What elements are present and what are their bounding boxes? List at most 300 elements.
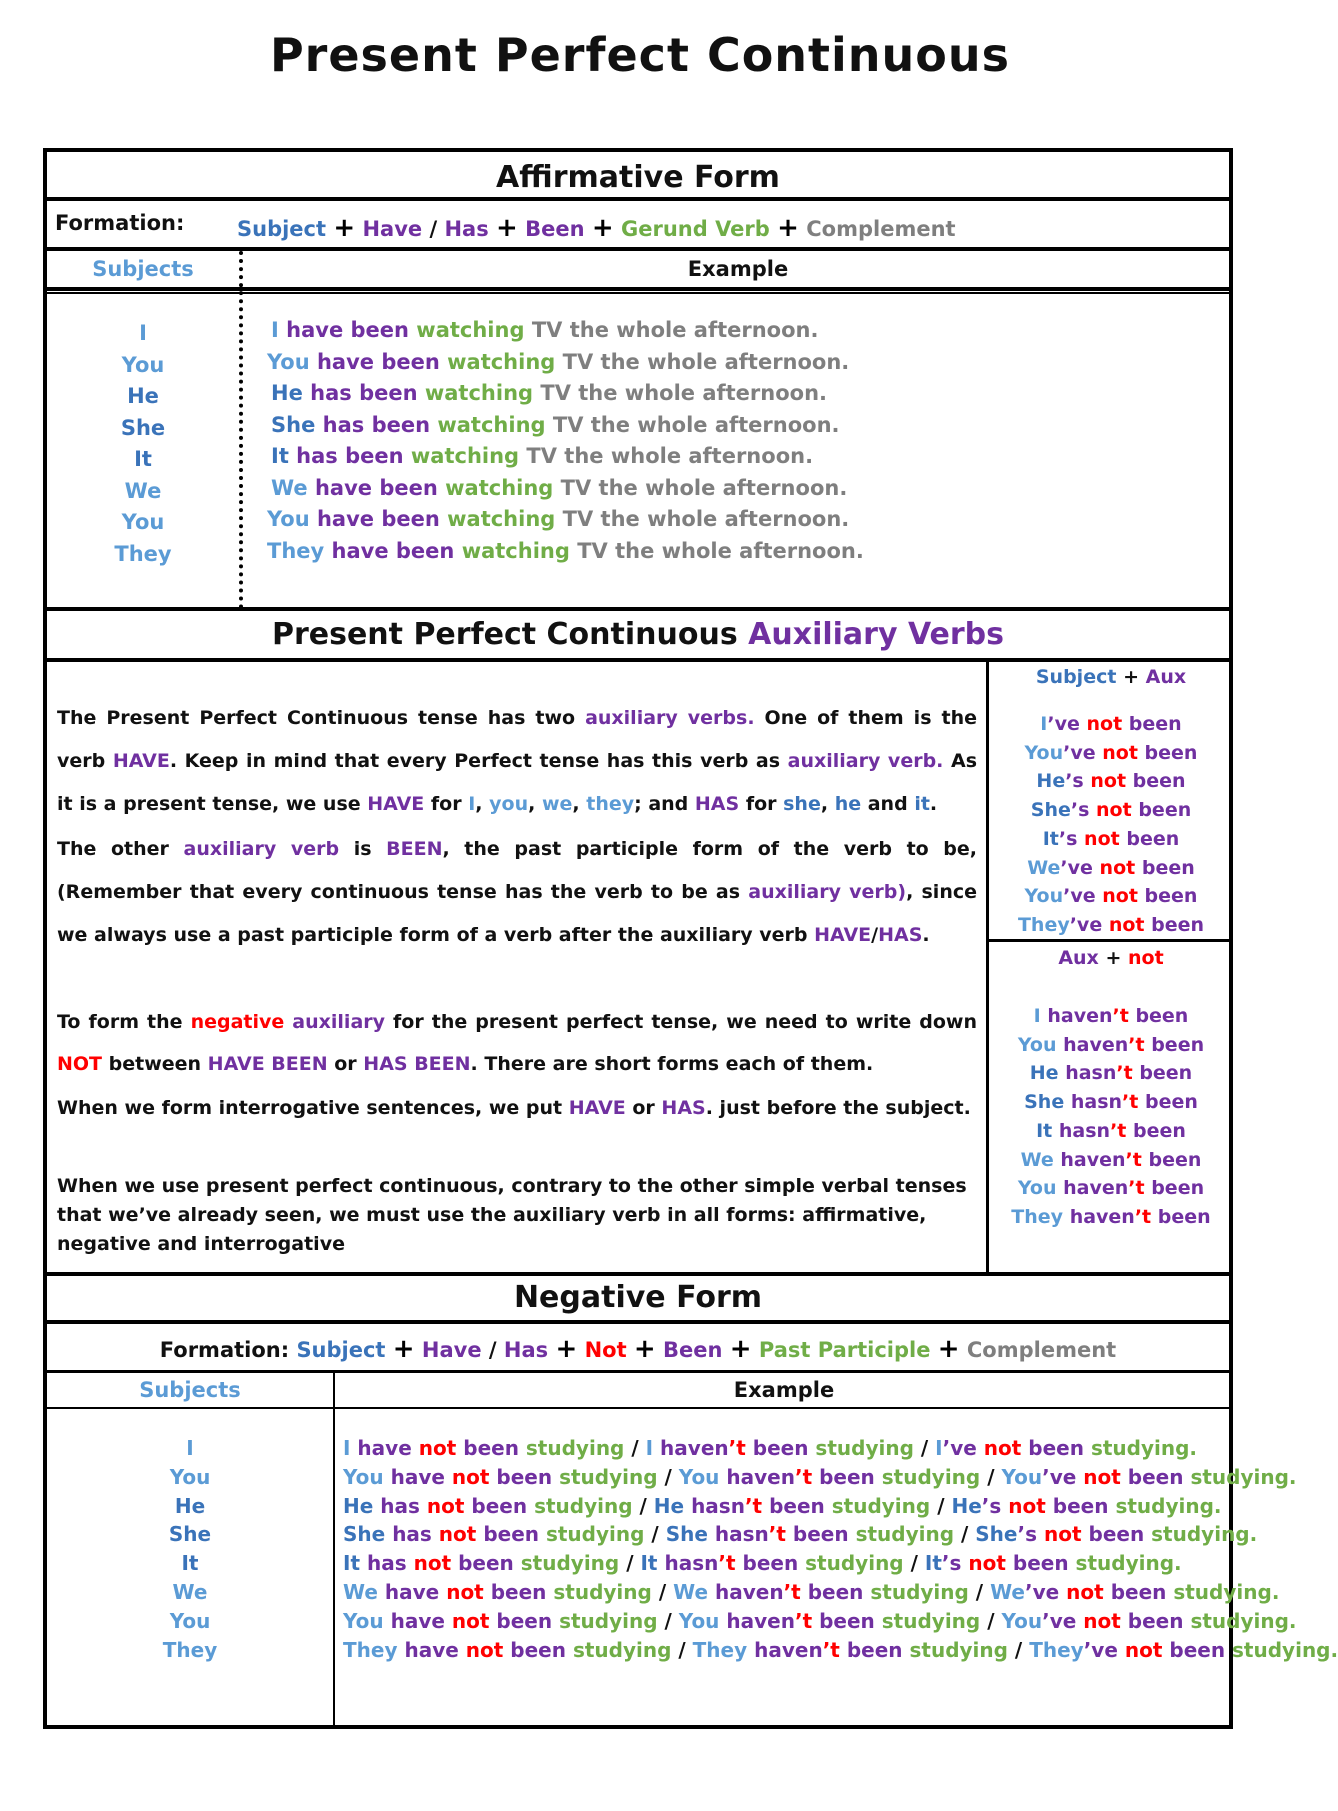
example-aux: has	[380, 1493, 420, 1518]
example-short: ’s	[941, 1551, 962, 1576]
example-aux: has	[366, 1551, 407, 1576]
paragraph-run: HAS	[694, 793, 740, 815]
example-nt: ’t	[794, 1608, 813, 1633]
example-been: been	[458, 1551, 514, 1576]
example-short: ’ve	[942, 1436, 977, 1460]
column-divider	[239, 251, 243, 609]
example-not: not	[1124, 1637, 1163, 1662]
negative-example-line	[343, 1463, 1338, 1492]
paragraph-run: auxiliary verbs.	[585, 707, 755, 729]
negative-formation-row	[47, 1324, 1229, 1370]
plus-sign: +	[496, 213, 518, 243]
example-subject: You	[267, 349, 310, 374]
negative-example-line	[343, 1434, 1338, 1463]
example-been: been	[1110, 1579, 1167, 1604]
negative-example-line	[343, 1549, 1338, 1578]
example-aux: have	[384, 1579, 440, 1604]
example-sentence	[271, 381, 827, 405]
negative-subject: It	[1036, 1119, 1053, 1142]
example-aux: has been	[322, 412, 431, 437]
example-subject: You	[267, 507, 310, 531]
example-period: .	[1271, 1579, 1280, 1604]
formula-slash: /	[488, 1338, 497, 1362]
example-verb: studying	[553, 1579, 652, 1604]
formula-been: Been	[525, 217, 585, 241]
negative-contraction-item	[989, 1002, 1233, 1031]
negative-nt: ’t	[1128, 1177, 1145, 1200]
negative-contraction-item	[989, 1174, 1233, 1203]
example-subject: She	[343, 1522, 386, 1547]
negative-nt: ’t	[1134, 1205, 1152, 1228]
negative-subject: You	[1017, 1177, 1057, 1200]
subject-item: You	[121, 352, 165, 377]
paragraph-run: HAS	[878, 924, 923, 946]
formula-have: Have	[362, 217, 423, 241]
example-subject: He	[653, 1493, 685, 1518]
auxiliary-heading-main: Present Perfect Continuous	[271, 617, 738, 652]
header-not: not	[1128, 947, 1164, 969]
contraction-been: been	[1138, 799, 1192, 822]
paragraph-run: auxiliary	[292, 1011, 386, 1033]
example-subject: I	[271, 318, 279, 342]
example-complement: TV the whole afternoon.	[577, 538, 864, 563]
negative-subject: He	[1029, 1062, 1059, 1085]
contraction-subject: She	[1030, 799, 1071, 822]
paragraph-run: or	[327, 1053, 364, 1075]
example-separator: /	[626, 1551, 634, 1576]
example-separator: /	[961, 1522, 969, 1547]
example-been: been	[819, 1464, 875, 1489]
example-separator: /	[1014, 1637, 1023, 1662]
negative-contraction-item	[989, 1059, 1233, 1088]
formation-label: Formation:	[55, 211, 185, 235]
example-subject: He	[271, 381, 303, 405]
example-short: ’s	[1017, 1522, 1038, 1547]
negative-subject: She	[1024, 1091, 1065, 1114]
contraction-been: been	[1126, 827, 1180, 850]
header-plus: +	[1105, 947, 1122, 969]
paragraph-run: . There are short forms each of them.	[470, 1053, 874, 1075]
negative-nt: ’t	[1110, 1119, 1127, 1142]
subject-item: You	[169, 1608, 211, 1633]
example-separator: /	[651, 1522, 659, 1547]
example-subject: I	[645, 1436, 654, 1460]
example-subject: You	[1001, 1464, 1043, 1489]
example-verb: watching	[410, 444, 520, 468]
example-header: Example	[687, 257, 789, 281]
example-period: .	[1330, 1637, 1338, 1662]
subject-item: It	[134, 447, 152, 471]
contraction-subject: They	[1017, 913, 1070, 936]
plus-sign: +	[777, 213, 799, 243]
divider	[47, 1407, 1229, 1409]
contraction-not: not	[1102, 885, 1138, 908]
subject-item: He	[174, 1493, 206, 1518]
paragraph-run: One of them is the verb	[57, 707, 977, 772]
paragraph-run: NOT	[57, 1053, 103, 1075]
example-subject: We	[271, 475, 308, 500]
explanation-paragraph-5	[57, 1172, 977, 1259]
example-subject: We	[343, 1579, 378, 1604]
example-aux: have been	[314, 475, 438, 500]
example-aux: haven	[726, 1464, 795, 1489]
paragraph-run: is	[339, 838, 387, 860]
example-short: ’ve	[1025, 1579, 1060, 1604]
example-short: ’ve	[1083, 1637, 1118, 1662]
paragraph-run: we	[541, 793, 573, 815]
subject-item: They	[162, 1637, 218, 1662]
negative-contraction-item	[989, 1031, 1233, 1060]
example-complement: TV the whole afternoon.	[560, 475, 848, 500]
example-not: not	[413, 1551, 452, 1576]
paragraph-run: it	[914, 793, 930, 815]
example-verb: studying	[520, 1551, 620, 1576]
contractions-list	[989, 710, 1233, 940]
example-subject: It	[924, 1551, 942, 1576]
negative-been: been	[1151, 1177, 1205, 1200]
paragraph-run: I	[468, 793, 476, 815]
contraction-been: been	[1128, 713, 1182, 735]
example-verb: watching	[437, 412, 546, 437]
example-subject: It	[271, 444, 289, 468]
column-divider	[333, 1373, 335, 1725]
example-period: .	[1213, 1493, 1222, 1518]
example-nt: ’t	[744, 1493, 763, 1518]
subject-item: They	[114, 541, 172, 566]
contraction-aux: ’ve	[1047, 713, 1080, 735]
contraction-been: been	[1144, 885, 1198, 908]
example-been: been	[807, 1579, 864, 1604]
example-verb: studying	[855, 1522, 955, 1547]
example-subject: He	[951, 1493, 982, 1518]
example-verb: watching	[445, 475, 554, 500]
example-separator: /	[910, 1551, 918, 1576]
example-verb: studying	[1090, 1436, 1190, 1460]
negative-aux: haven	[1047, 1005, 1113, 1027]
example-separator: /	[664, 1608, 672, 1633]
example-subject: We	[673, 1579, 709, 1604]
contraction-been: been	[1151, 913, 1205, 936]
example-been: been	[510, 1637, 566, 1662]
example-aux: has	[392, 1522, 432, 1547]
example-sentence	[271, 444, 813, 468]
formula-subject: Subject	[296, 1338, 386, 1362]
negative-formula	[159, 1334, 1117, 1364]
example-complement: TV the whole afternoon.	[552, 412, 840, 437]
example-been: been	[1088, 1522, 1145, 1547]
example-verb: studying	[1115, 1493, 1214, 1518]
contraction-aux: ’s	[1065, 770, 1084, 793]
example-aux: haven	[714, 1579, 784, 1604]
example-verb: studying	[534, 1493, 633, 1518]
contraction-aux: ’ve	[1063, 885, 1096, 908]
paragraph-run: she	[783, 793, 821, 815]
paragraph-run: ,	[572, 793, 587, 815]
subject-item: She	[168, 1522, 212, 1547]
contraction-item	[989, 767, 1233, 796]
example-been: been	[792, 1522, 849, 1547]
negative-been: been	[1151, 1033, 1205, 1056]
divider	[47, 607, 1229, 611]
example-been: been	[1127, 1608, 1184, 1633]
negative-aux: haven	[1069, 1205, 1135, 1228]
example-not: not	[968, 1551, 1006, 1576]
negative-been: been	[1139, 1062, 1193, 1085]
contraction-not: not	[1108, 913, 1145, 936]
example-aux: have been	[286, 318, 409, 342]
contraction-item	[989, 854, 1233, 883]
example-verb: watching	[424, 381, 534, 405]
paragraph-run: negative	[190, 1011, 285, 1033]
example-verb: studying	[545, 1522, 645, 1547]
example-subject: She	[975, 1522, 1018, 1547]
contraction-aux: ’ve	[1060, 856, 1093, 879]
example-subject: They	[343, 1637, 398, 1662]
example-aux: have	[390, 1464, 445, 1489]
formula-has: Has	[503, 1338, 549, 1362]
header-plus: +	[1123, 666, 1139, 688]
example-aux: have	[390, 1608, 445, 1633]
contraction-item	[989, 911, 1233, 940]
formula-slash: /	[429, 217, 438, 241]
paragraph-text: When we use present perfect continuous, contrary to the other simple verbal tenses that we’ve already seen, we must use the auxiliary verb in all forms: affirmative, negative and interrogative	[57, 1175, 967, 1255]
negative-column-headers	[47, 1373, 1229, 1407]
contraction-item	[989, 825, 1233, 854]
grammar-sheet	[43, 148, 1338, 1729]
example-not: not	[446, 1579, 484, 1604]
contraction-subject: We	[1027, 856, 1061, 879]
negative-examples	[343, 1434, 1338, 1664]
example-period: .	[1288, 1464, 1297, 1489]
subject-item: She	[120, 415, 166, 440]
aux-not-header	[989, 947, 1233, 969]
negative-contraction-item	[989, 1203, 1233, 1232]
example-separator: /	[639, 1493, 647, 1518]
example-subject: She	[665, 1522, 708, 1547]
contraction-not: not	[1090, 770, 1127, 793]
subject-item: You	[169, 1464, 211, 1489]
subject-item: I	[139, 321, 147, 345]
subject-item: We	[172, 1579, 208, 1604]
example-verb: studying	[909, 1637, 1008, 1662]
contraction-not: not	[1084, 827, 1120, 850]
example-subject: They	[692, 1637, 748, 1662]
example-been: been	[471, 1493, 528, 1518]
paragraph-run: for	[739, 793, 784, 815]
paragraph-run: auxiliary verb	[183, 838, 340, 860]
paragraph-text	[57, 1001, 977, 1085]
affirmative-column-headers	[47, 251, 1229, 287]
subjects-header: Subjects	[92, 257, 194, 281]
formula-has: Has	[444, 217, 489, 241]
subject-item: You	[121, 510, 165, 534]
subject-item: We	[124, 478, 162, 503]
paragraph-run: auxiliary verb.	[787, 750, 944, 772]
explanation-paragraph-4	[57, 1087, 977, 1129]
example-aux: have been	[316, 349, 440, 374]
example-not: not	[451, 1608, 490, 1633]
paragraph-run: , the past participle form of the verb to be, (Remember that every continuous tense has the verb to be as	[57, 838, 978, 903]
formula-have: Have	[421, 1338, 482, 1362]
paragraph-run: HAS BEEN	[363, 1053, 471, 1075]
example-been: been	[752, 1436, 809, 1460]
negative-subjects-list	[47, 1434, 333, 1664]
contraction-not: not	[1086, 713, 1123, 735]
negative-heading: Negative Form	[513, 1280, 763, 1315]
example-verb: studying	[881, 1608, 981, 1633]
contraction-not: not	[1102, 741, 1138, 764]
paragraph-run: HAVE	[367, 793, 425, 815]
negative-been: been	[1135, 1005, 1189, 1027]
example-aux: have been	[331, 538, 455, 563]
example-verb: watching	[447, 507, 556, 531]
plus-sign: +	[937, 1334, 960, 1364]
example-period: .	[1174, 1551, 1182, 1576]
paragraph-run: he	[834, 793, 862, 815]
affirmative-formation-row	[47, 201, 1229, 247]
example-verb: studying	[881, 1464, 981, 1489]
negative-aux: haven	[1063, 1177, 1129, 1200]
page-title: Present Perfect Continuous	[269, 28, 1011, 82]
paragraph-run: and	[861, 793, 915, 815]
example-been: been	[819, 1608, 875, 1633]
example-sentence	[271, 476, 847, 500]
plus-sign: +	[333, 213, 356, 243]
plus-sign: +	[392, 1334, 415, 1364]
example-subject: They	[1029, 1637, 1084, 1662]
example-subject: It	[640, 1551, 658, 1576]
paragraph-run: for the present perfect tense, we need to write down	[385, 1011, 977, 1033]
plus-sign: +	[591, 213, 614, 243]
contraction-item	[989, 739, 1233, 768]
example-aux: have been	[316, 507, 440, 531]
negative-contraction-item	[989, 1088, 1233, 1117]
contraction-subject: It	[1042, 827, 1059, 850]
formula-complement: Complement	[806, 217, 956, 241]
paragraph-run: . Keep in mind that every Perfect tense has this verb as	[169, 750, 788, 772]
example-complement: TV the whole afternoon.	[531, 318, 819, 342]
subjects-header: Subjects	[139, 1378, 241, 1402]
paragraph-run: To form the	[57, 1011, 191, 1033]
paragraph-run: /	[871, 924, 879, 946]
paragraph-run: As it is a present tense, we use	[57, 750, 978, 815]
example-not: not	[1008, 1493, 1046, 1518]
example-subject: You	[1001, 1608, 1043, 1633]
contraction-subject: I	[1040, 713, 1048, 735]
example-been: been	[463, 1436, 519, 1460]
example-verb: studying	[525, 1436, 625, 1460]
contraction-been: been	[1141, 856, 1195, 879]
example-verb: watching	[416, 318, 525, 342]
example-period: .	[1288, 1608, 1297, 1633]
example-been: been	[742, 1551, 799, 1576]
subject-item: I	[186, 1436, 194, 1460]
paragraph-run: .	[929, 793, 938, 815]
example-complement: TV the whole afternoon.	[540, 381, 828, 405]
example-short: ’s	[981, 1493, 1002, 1518]
paragraph-run: The Present Perfect Continuous tense has two	[57, 707, 586, 729]
paragraph-run: they	[586, 793, 635, 815]
example-been: been	[1028, 1436, 1084, 1460]
negative-contractions-list	[989, 1002, 1233, 1232]
example-verb: studying	[559, 1464, 658, 1489]
formula-gerund: Gerund Verb	[621, 217, 770, 241]
paragraph-run: for	[424, 793, 469, 815]
paragraph-run: .	[922, 924, 930, 946]
example-been: been	[490, 1579, 547, 1604]
negative-contraction-item	[989, 1117, 1233, 1146]
explanation-paragraph-3	[57, 1001, 977, 1085]
example-been: been	[846, 1637, 903, 1662]
negative-aux: hasn	[1065, 1062, 1117, 1085]
negative-nt: ’t	[1116, 1062, 1133, 1085]
example-separator: /	[937, 1493, 945, 1518]
header-aux: Aux	[1145, 666, 1187, 688]
contraction-been: been	[1132, 770, 1186, 793]
example-aux: hasn	[691, 1493, 745, 1518]
example-subject: I	[343, 1436, 351, 1460]
plus-sign: +	[729, 1334, 752, 1364]
example-verb: studying	[1173, 1579, 1272, 1604]
example-verb: studying	[1232, 1637, 1331, 1662]
example-aux: has been	[296, 444, 404, 468]
example-been: been	[1127, 1464, 1184, 1489]
paragraph-run: ,	[475, 793, 490, 815]
negative-subject: We	[1020, 1148, 1054, 1171]
example-subject: We	[990, 1579, 1025, 1604]
contraction-subject: You	[1024, 741, 1064, 764]
example-period: .	[1249, 1522, 1258, 1547]
example-period: .	[1189, 1436, 1198, 1460]
example-verb: studying	[572, 1637, 672, 1662]
example-separator: /	[975, 1579, 984, 1604]
example-short: ’ve	[1042, 1464, 1077, 1489]
example-not: not	[465, 1637, 504, 1662]
example-not: not	[983, 1436, 1022, 1460]
example-separator: /	[987, 1608, 995, 1633]
subject-item: It	[181, 1551, 199, 1576]
example-been: been	[769, 1493, 825, 1518]
example-nt: ’t	[728, 1436, 746, 1460]
paragraph-run: auxiliary verb)	[748, 881, 907, 903]
example-subject: You	[343, 1608, 384, 1633]
paragraph-run: The other	[57, 838, 184, 860]
negative-aux: hasn	[1070, 1091, 1123, 1114]
example-separator: /	[987, 1464, 995, 1489]
formula-been: Been	[663, 1338, 723, 1362]
example-aux: haven	[726, 1608, 795, 1633]
example-verb: studying	[870, 1579, 969, 1604]
negative-aux: hasn	[1058, 1119, 1111, 1142]
example-verb: studying	[805, 1551, 904, 1576]
paragraph-run: ; and	[634, 793, 695, 815]
negative-example-line	[343, 1578, 1338, 1607]
paragraph-run: HAS	[661, 1097, 706, 1119]
contraction-not: not	[1096, 799, 1132, 822]
paragraph-text	[57, 1087, 977, 1129]
contraction-not: not	[1099, 856, 1136, 879]
example-not: not	[438, 1522, 477, 1547]
subject-item: He	[127, 384, 159, 408]
formula-not: Not	[584, 1338, 627, 1362]
divider	[47, 658, 1229, 662]
divider	[47, 292, 1229, 294]
example-sentence	[271, 413, 840, 437]
paragraph-run: HAVE	[814, 924, 872, 946]
example-nt: ’t	[783, 1579, 801, 1604]
negative-example-line	[343, 1636, 1338, 1665]
example-sentence	[267, 539, 864, 563]
